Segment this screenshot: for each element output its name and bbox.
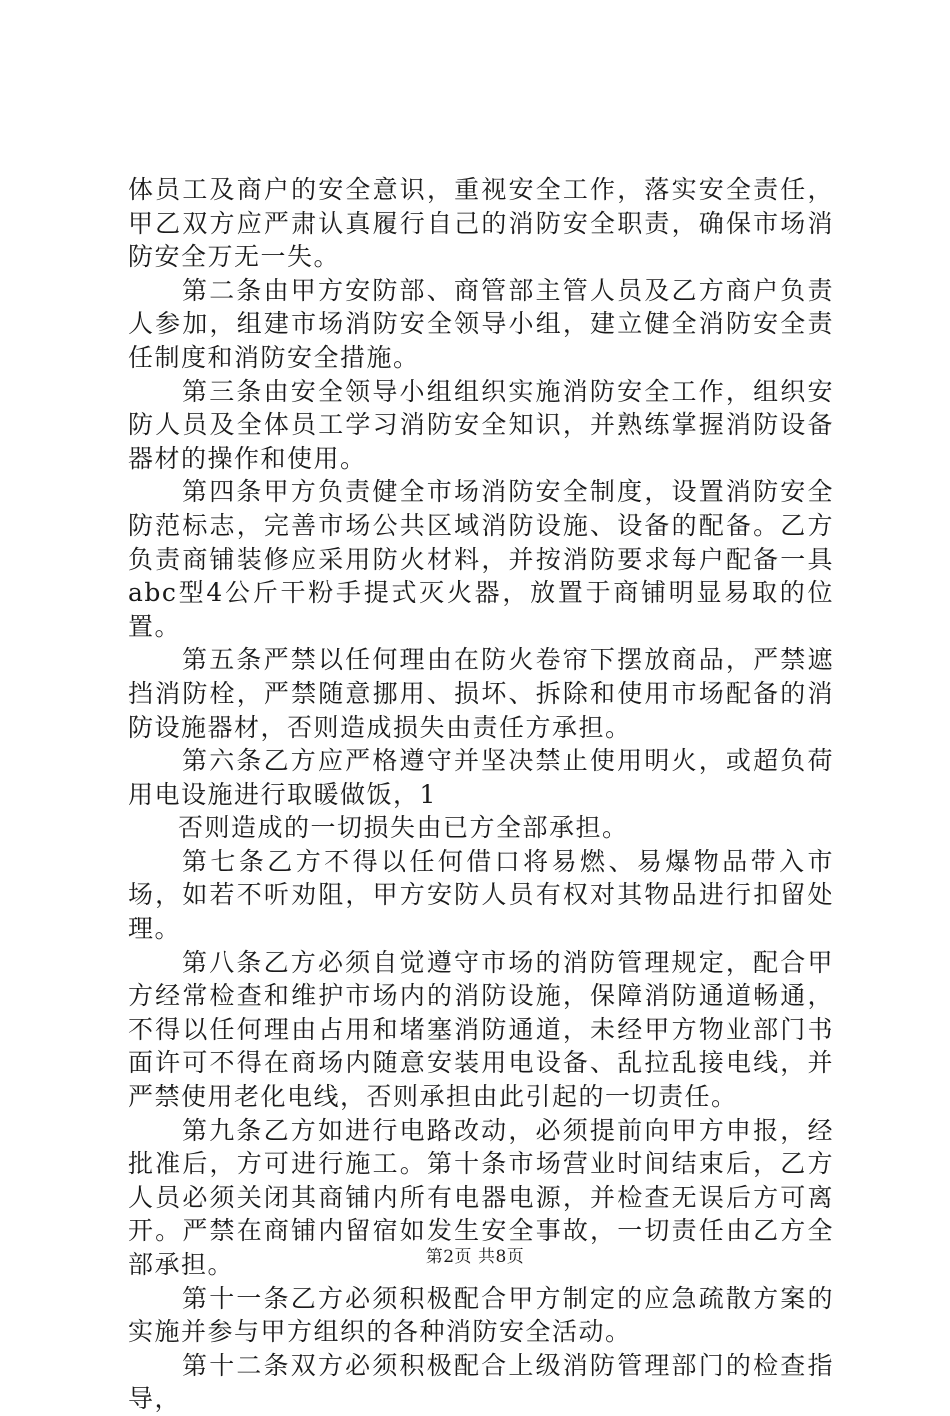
document-body — [128, 173, 834, 1416]
paragraph-article-6: 第六条乙方应严格遵守并坚决禁止使用明火，或超负荷用电设施进行取暖做饭，1 — [128, 746, 834, 809]
paragraph-article-6-continued: 否则造成的一切损失由已方全部承担。 — [178, 813, 629, 843]
paragraph-article-11: 第十一条乙方必须积极配合甲方制定的应急疏散方案的实施并参与甲方组织的各种消防安全活动。 — [128, 1283, 834, 1347]
paragraph-article-4: 第四条甲方负责健全市场消防安全制度，设置消防安全防范标志，完善市场公共区域消防设施、设备的配备。乙方负责商铺装修应采用防火材料，并按消防要求每户配备一具abc型4公斤干粉手提式灭火器，放置于商铺明显易取的位置。 — [128, 477, 834, 641]
paragraph-continuation: 体员工及商户的安全意识，重视安全工作，落实安全责任，甲乙双方应严肃认真履行自己的消防安全职责，确保市场消防安全万无一失。 — [128, 175, 834, 272]
page-number-indicator: 第2页 共8页 — [425, 1247, 525, 1267]
paragraph-article-9: 第九条乙方如进行电路改动，必须提前向甲方申报，经批准后，方可进行施工。第十条市场营业时间结束后，乙方人员必须关闭其商铺内所有电器电源，并检查无误后方可离开。严禁在商铺内留宿如发生安全事故，一切责任由乙方全部承担。 — [128, 1115, 834, 1279]
page-footer — [0, 1242, 950, 1267]
paragraph-article-3: 第三条由安全领导小组组织实施消防安全工作，组织安防人员及全体员工学习消防安全知识，并熟练掌握消防设备器材的操作和使用。 — [128, 376, 834, 473]
paragraph-article-2: 第二条由甲方安防部、商管部主管人员及乙方商户负责人参加，组建市场消防安全领导小组，建立健全消防安全责任制度和消防安全措施。 — [128, 275, 834, 372]
paragraph-article-8: 第八条乙方必须自觉遵守市场的消防管理规定，配合甲方经常检查和维护市场内的消防设施，保障消防通道畅通，不得以任何理由占用和堵塞消防通道，未经甲方物业部门书面许可不得在商场内随意安装用电设备、乱拉乱接电线，并严禁使用老化电线，否则承担由此引起的一切责任。 — [128, 947, 834, 1112]
paragraph-article-5: 第五条严禁以任何理由在防火卷帘下摆放商品，严禁遮挡消防栓，严禁随意挪用、损坏、拆除和使用市场配备的消防设施器材，否则造成损失由责任方承担。 — [128, 645, 834, 742]
paragraph-article-12: 第十二条双方必须积极配合上级消防管理部门的检查指导， — [128, 1350, 834, 1414]
paragraph-article-7: 第七条乙方不得以任何借口将易燃、易爆物品带入市场，如若不听劝阻，甲方安防人员有权对其物品进行扣留处理。 — [128, 846, 834, 944]
